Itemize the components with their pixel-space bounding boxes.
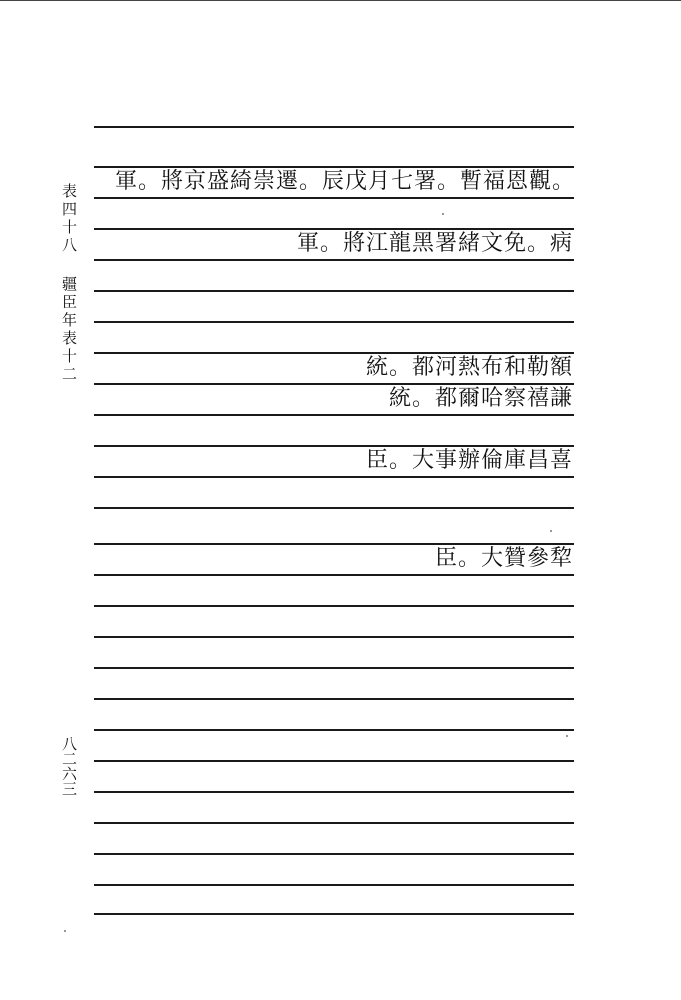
table-rule: [94, 126, 574, 128]
scan-speck: [550, 530, 552, 532]
table-row-text: 臣。大事辦倫庫昌喜: [365, 448, 573, 473]
table-rule: [94, 791, 574, 793]
table-rule: [94, 414, 574, 416]
table-row-text: 軍。將江龍黑署緒文免。病: [296, 231, 573, 256]
scan-speck: [566, 735, 568, 737]
scan-speck: [442, 213, 444, 215]
table-rule: [94, 290, 574, 292]
table-rule: [94, 507, 574, 509]
table-rule: [94, 822, 574, 824]
table-rule: [94, 636, 574, 638]
page-number: 八二六三: [60, 736, 78, 796]
scan-speck: [64, 930, 66, 932]
table-rule: [94, 729, 574, 731]
table-row-text: 統。都河熱布和勒額: [365, 355, 573, 380]
table-rule: [94, 884, 574, 886]
margin-title: 表四十八 疆臣年表十二: [60, 183, 78, 384]
table-row-text: 統。都爾哈察禧謙: [388, 386, 573, 411]
page-top-border: [0, 0, 681, 1]
table-rule: [94, 667, 574, 669]
table-rule: [94, 476, 574, 478]
table-rule: [94, 760, 574, 762]
table-rule: [94, 698, 574, 700]
table-rule: [94, 321, 574, 323]
table-rule: [94, 197, 574, 199]
table-row-text: 臣。大贊參犂: [434, 546, 573, 571]
table-rule: [94, 574, 574, 576]
table-rule: [94, 605, 574, 607]
table-rule: [94, 913, 574, 915]
table-rule: [94, 853, 574, 855]
table-rule: [94, 259, 574, 261]
table-row-text: 軍。將京盛綺崇遷。辰戊月七署。暫福恩觀。: [114, 169, 575, 194]
